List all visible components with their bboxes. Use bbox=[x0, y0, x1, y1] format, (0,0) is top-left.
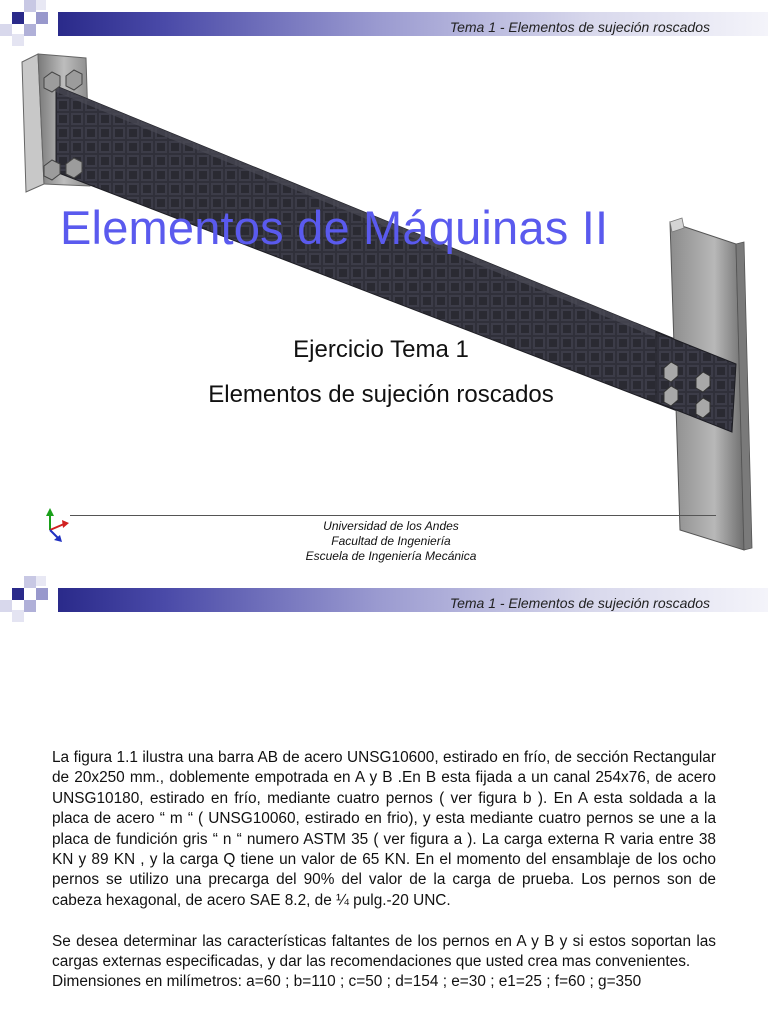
footer-school: Escuela de Ingeniería Mecánica bbox=[305, 549, 477, 563]
slide-header bbox=[0, 0, 768, 46]
paragraph-dimensions: Dimensiones en milímetros: a=60 ; b=110 ; c=50 ; d=154 ; e=30 ; e1=25 ; f=60 ; g=350 bbox=[52, 973, 642, 991]
decorative-squares-icon bbox=[0, 0, 60, 46]
slide-header bbox=[0, 576, 768, 622]
exercise-statement bbox=[52, 748, 716, 993]
paragraph-problem: La figura 1.1 ilustra una barra AB de acero UNSG10600, estirado en frío, de sección Rectangular de 20x250 mm., doblemente empotrada en A y B .En B esta fijada a un canal 254x76, de acero UNSG10180, estirado en frío, mediante cuatro pernos ( ver figura b ). En A esta soldada a la placa de acero “ m “ ( UNSG10060, estirado en frio), y esta mediante cuatro pernos se une a la placa de fundición gris “ n “ numero ASTM 35 ( ver figura a ). La carga externa R varia entre 38 KN y 89 KN , y la carga Q tiene un valor de 65 KN. En el momento del ensamblaje de los ocho pernos se utilizo una precarga del 90% del valor de la carga de prueba. Los pernos son de cabeza hexagonal, de acero SAE 8.2, de ¼ pulg.-20 UNC. bbox=[52, 749, 716, 909]
footer-faculty: Facultad de Ingeniería bbox=[331, 534, 451, 548]
slide-title: Elementos de Máquinas II bbox=[60, 201, 609, 254]
decorative-squares-icon bbox=[0, 576, 60, 622]
paragraph-task: Se desea determinar las características faltantes de los pernos en A y B y si estos soportan las cargas externas especificadas, y dar las recomendaciones que usted crea mas convenientes. bbox=[52, 932, 716, 971]
header-topic-label: Tema 1 - Elementos de sujeción roscados bbox=[449, 19, 710, 35]
slide-subtitle-2: Elementos de sujeción roscados bbox=[208, 381, 554, 408]
exercise-slide bbox=[0, 576, 768, 1024]
footer-divider bbox=[70, 515, 716, 516]
slide-subtitle-1: Ejercicio Tema 1 bbox=[293, 336, 469, 363]
footer-university: Universidad de los Andes bbox=[323, 519, 459, 533]
header-topic-label: Tema 1 - Elementos de sujeción roscados bbox=[449, 595, 710, 611]
